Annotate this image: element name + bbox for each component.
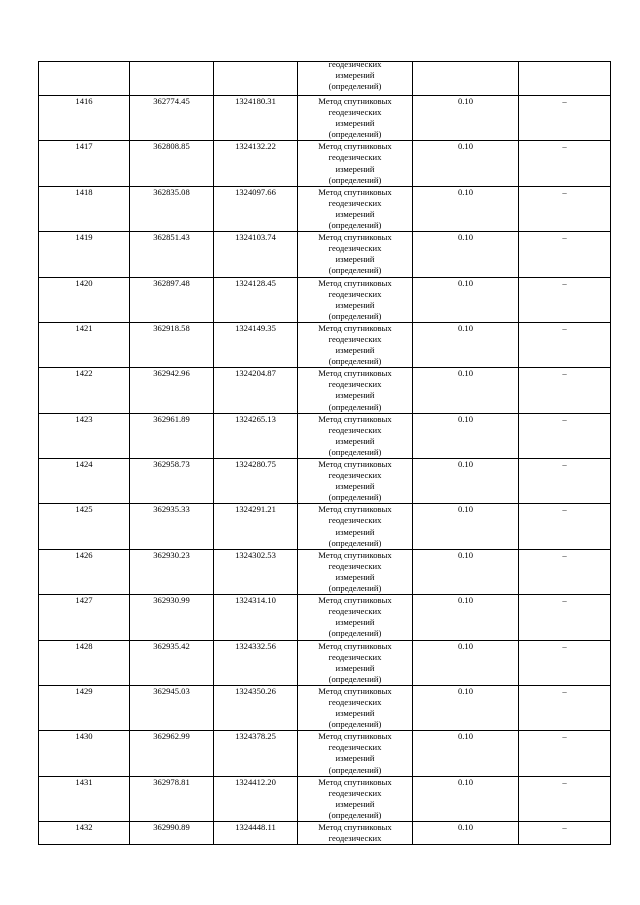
method-line: геодезических [328, 470, 382, 481]
method-cell [298, 504, 413, 549]
method-line: измерений [335, 753, 375, 764]
method-line: геодезических [328, 61, 382, 69]
method-line: (определений) [328, 719, 382, 730]
note-cell: – [519, 322, 611, 367]
point-cell: 1425 [39, 504, 130, 549]
accuracy-cell: 0.10 [413, 776, 519, 821]
accuracy-cell: 0.10 [413, 459, 519, 504]
table-row [39, 459, 611, 504]
method-line: геодезических [328, 107, 382, 118]
accuracy-cell: 0.10 [413, 549, 519, 594]
method-line: измерений [335, 662, 375, 673]
method-line: Метод спутниковых [318, 685, 392, 696]
accuracy-cell: 0.10 [413, 731, 519, 776]
x-coordinate-cell: 362962.99 [130, 731, 214, 776]
y-coordinate-cell: 1324180.31 [214, 96, 298, 141]
x-coordinate-cell: 362935.42 [130, 640, 214, 685]
table-row [39, 141, 611, 186]
accuracy-cell: 0.10 [413, 141, 519, 186]
method-line: Метод спутниковых [318, 232, 392, 243]
table-row [39, 685, 611, 730]
method-cell [298, 731, 413, 776]
method-line: измерений [335, 435, 375, 446]
x-coordinate-cell: 362978.81 [130, 776, 214, 821]
method-cell [298, 549, 413, 594]
accuracy-cell: 0.10 [413, 96, 519, 141]
method-cell [298, 368, 413, 413]
method-line: (определений) [328, 220, 382, 231]
method-line: измерений [335, 254, 375, 265]
accuracy-cell: 0.10 [413, 504, 519, 549]
method-line: Метод спутниковых [318, 822, 392, 832]
method-line: геодезических [328, 742, 382, 753]
method-line: Метод спутниковых [318, 459, 392, 469]
method-line: геодезических [328, 515, 382, 526]
method-cell [298, 595, 413, 640]
x-coordinate-cell: 362942.96 [130, 368, 214, 413]
method-line: измерений [335, 299, 375, 310]
point-cell [39, 62, 130, 96]
x-coordinate-cell: 362835.08 [130, 186, 214, 231]
method-line: измерений [335, 163, 375, 174]
note-cell: – [519, 277, 611, 322]
note-cell: – [519, 413, 611, 458]
note-cell: – [519, 459, 611, 504]
point-cell: 1421 [39, 322, 130, 367]
method-line: геодезических [328, 606, 382, 617]
point-cell: 1422 [39, 368, 130, 413]
x-coordinate-cell [130, 62, 214, 96]
point-cell: 1428 [39, 640, 130, 685]
x-coordinate-cell: 362945.03 [130, 685, 214, 730]
y-coordinate-cell: 1324132.22 [214, 141, 298, 186]
method-line: (определений) [328, 809, 382, 820]
point-cell: 1432 [39, 822, 130, 845]
y-coordinate-cell: 1324302.53 [214, 549, 298, 594]
method-line: Метод спутниковых [318, 96, 392, 106]
accuracy-cell [413, 62, 519, 96]
note-cell: – [519, 141, 611, 186]
y-coordinate-cell: 1324332.56 [214, 640, 298, 685]
point-cell: 1429 [39, 685, 130, 730]
method-line: измерений [335, 526, 375, 537]
method-line: Метод спутниковых [318, 595, 392, 606]
accuracy-cell: 0.10 [413, 822, 519, 845]
point-cell: 1423 [39, 413, 130, 458]
method-cell [298, 277, 413, 322]
y-coordinate-cell: 1324103.74 [214, 232, 298, 277]
note-cell: – [519, 776, 611, 821]
accuracy-cell: 0.10 [413, 232, 519, 277]
x-coordinate-cell: 362961.89 [130, 413, 214, 458]
method-cell [298, 822, 413, 845]
note-cell: – [519, 368, 611, 413]
y-coordinate-cell: 1324314.10 [214, 595, 298, 640]
table-row [39, 595, 611, 640]
method-line: (определений) [328, 583, 382, 594]
note-cell: – [519, 549, 611, 594]
accuracy-cell: 0.10 [413, 186, 519, 231]
accuracy-cell: 0.10 [413, 685, 519, 730]
method-line: геодезических [328, 333, 382, 344]
point-cell: 1419 [39, 232, 130, 277]
point-cell: 1420 [39, 277, 130, 322]
x-coordinate-cell: 362774.45 [130, 96, 214, 141]
table-row-continued [39, 62, 611, 96]
method-cell [298, 640, 413, 685]
method-cell [298, 685, 413, 730]
method-line: (определений) [328, 356, 382, 367]
method-line: Метод спутниковых [318, 368, 392, 379]
x-coordinate-cell: 362930.23 [130, 549, 214, 594]
method-line: Метод спутниковых [318, 504, 392, 515]
point-cell: 1426 [39, 549, 130, 594]
table-row [39, 322, 611, 367]
table-row [39, 549, 611, 594]
method-line: Метод спутниковых [318, 322, 392, 333]
accuracy-cell: 0.10 [413, 595, 519, 640]
method-line: геодезических [328, 696, 382, 707]
accuracy-cell: 0.10 [413, 368, 519, 413]
method-line: (определений) [328, 174, 382, 185]
method-line: (определений) [328, 81, 382, 92]
accuracy-cell: 0.10 [413, 413, 519, 458]
accuracy-cell: 0.10 [413, 322, 519, 367]
table-row [39, 96, 611, 141]
x-coordinate-cell: 362958.73 [130, 459, 214, 504]
method-line: измерений [335, 208, 375, 219]
table-row [39, 640, 611, 685]
table-row [39, 504, 611, 549]
point-cell: 1417 [39, 141, 130, 186]
method-line: геодезических [328, 787, 382, 798]
method-line: геодезических [328, 560, 382, 571]
method-cell [298, 62, 413, 96]
method-cell [298, 186, 413, 231]
method-line: (определений) [328, 129, 382, 140]
x-coordinate-cell: 362935.33 [130, 504, 214, 549]
y-coordinate-cell: 1324378.25 [214, 731, 298, 776]
method-cell [298, 459, 413, 504]
accuracy-cell: 0.10 [413, 277, 519, 322]
y-coordinate-cell: 1324291.21 [214, 504, 298, 549]
y-coordinate-cell: 1324204.87 [214, 368, 298, 413]
y-coordinate-cell [214, 62, 298, 96]
note-cell: – [519, 595, 611, 640]
x-coordinate-cell: 362918.58 [130, 322, 214, 367]
method-line: геодезических [328, 288, 382, 299]
coordinates-table [38, 61, 611, 845]
method-line: Метод спутниковых [318, 640, 392, 651]
point-cell: 1430 [39, 731, 130, 776]
method-line: (определений) [328, 265, 382, 276]
method-cell [298, 232, 413, 277]
method-line: (определений) [328, 673, 382, 684]
y-coordinate-cell: 1324448.11 [214, 822, 298, 845]
method-line: (определений) [328, 492, 382, 503]
note-cell: – [519, 731, 611, 776]
x-coordinate-cell: 362808.85 [130, 141, 214, 186]
method-line: измерений [335, 118, 375, 129]
method-line: геодезических [328, 379, 382, 390]
method-line: геодезических [328, 651, 382, 662]
y-coordinate-cell: 1324280.75 [214, 459, 298, 504]
y-coordinate-cell: 1324412.20 [214, 776, 298, 821]
note-cell [519, 62, 611, 96]
table-row [39, 776, 611, 821]
method-line: измерений [335, 390, 375, 401]
x-coordinate-cell: 362851.43 [130, 232, 214, 277]
method-line: Метод спутниковых [318, 277, 392, 288]
method-line: измерений [335, 617, 375, 628]
point-cell: 1424 [39, 459, 130, 504]
method-line: геодезических [328, 833, 382, 844]
method-line: Метод спутниковых [318, 776, 392, 787]
note-cell: – [519, 96, 611, 141]
method-line: (определений) [328, 764, 382, 775]
table-row [39, 186, 611, 231]
table-row [39, 277, 611, 322]
table-row-partial [39, 822, 611, 845]
method-cell [298, 776, 413, 821]
point-cell: 1431 [39, 776, 130, 821]
method-cell [298, 96, 413, 141]
method-line: геодезических [328, 152, 382, 163]
method-line: Метод спутниковых [318, 731, 392, 742]
method-line: измерений [335, 571, 375, 582]
table-row [39, 413, 611, 458]
point-cell: 1416 [39, 96, 130, 141]
y-coordinate-cell: 1324128.45 [214, 277, 298, 322]
table-row [39, 731, 611, 776]
y-coordinate-cell: 1324265.13 [214, 413, 298, 458]
method-line: Метод спутниковых [318, 141, 392, 152]
x-coordinate-cell: 362930.99 [130, 595, 214, 640]
table-row [39, 232, 611, 277]
method-line: (определений) [328, 628, 382, 639]
note-cell: – [519, 640, 611, 685]
table-row [39, 368, 611, 413]
method-line: (определений) [328, 401, 382, 412]
method-line: измерений [335, 708, 375, 719]
method-cell [298, 141, 413, 186]
point-cell: 1418 [39, 186, 130, 231]
method-line: (определений) [328, 537, 382, 548]
y-coordinate-cell: 1324350.26 [214, 685, 298, 730]
note-cell: – [519, 685, 611, 730]
method-line: (определений) [328, 446, 382, 457]
note-cell: – [519, 822, 611, 845]
method-line: геодезических [328, 424, 382, 435]
x-coordinate-cell: 362897.48 [130, 277, 214, 322]
note-cell: – [519, 232, 611, 277]
y-coordinate-cell: 1324149.35 [214, 322, 298, 367]
method-line: Метод спутниковых [318, 413, 392, 424]
point-cell: 1427 [39, 595, 130, 640]
method-line: измерений [335, 345, 375, 356]
x-coordinate-cell: 362990.89 [130, 822, 214, 845]
method-line: Метод спутниковых [318, 549, 392, 560]
method-cell [298, 322, 413, 367]
coordinates-table-body [39, 62, 611, 845]
method-line: Метод спутниковых [318, 186, 392, 197]
method-cell [298, 413, 413, 458]
note-cell: – [519, 186, 611, 231]
method-line: измерений [335, 798, 375, 809]
note-cell: – [519, 504, 611, 549]
method-line: геодезических [328, 197, 382, 208]
accuracy-cell: 0.10 [413, 640, 519, 685]
y-coordinate-cell: 1324097.66 [214, 186, 298, 231]
method-line: геодезических [328, 243, 382, 254]
method-line: измерений [335, 70, 375, 81]
method-line: (определений) [328, 310, 382, 321]
method-line: измерений [335, 481, 375, 492]
